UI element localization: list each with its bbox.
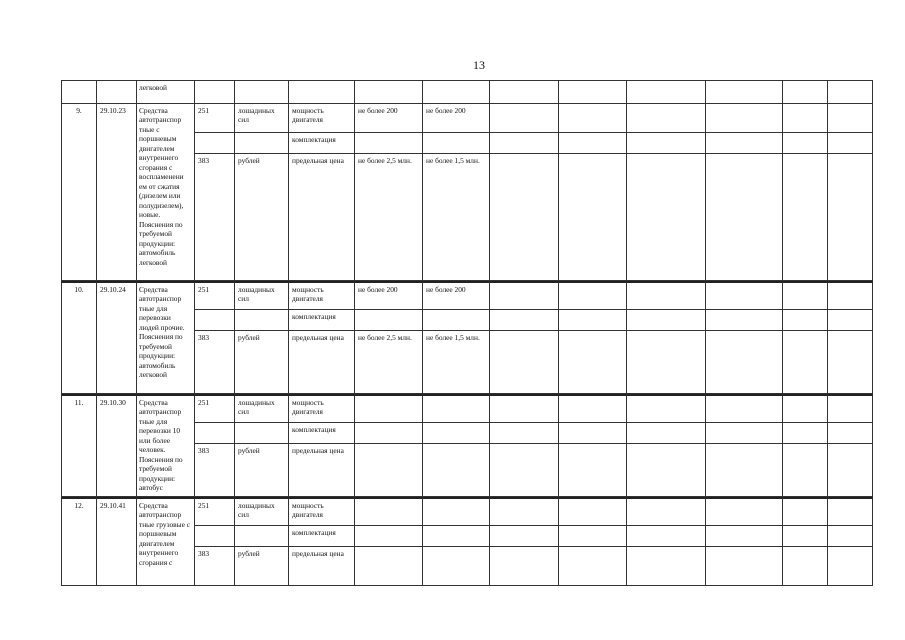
cell-empty — [490, 104, 559, 133]
cell-unit-name: рублей — [235, 154, 289, 281]
cell-num: 11. — [62, 394, 97, 497]
cell-empty — [490, 331, 559, 394]
cell-empty — [783, 331, 828, 394]
cell-unit-name — [235, 133, 289, 154]
product-row — [61, 394, 866, 497]
cell-characteristic: предельная цена — [289, 331, 355, 394]
cell-unit-code: 251 — [195, 104, 235, 133]
cell-empty — [783, 104, 828, 133]
cell-unit-code: 251 — [195, 497, 235, 526]
cell-characteristic: комплектация — [289, 526, 355, 547]
cell-empty — [627, 281, 706, 310]
cell-value-2 — [423, 526, 490, 547]
cell-empty — [490, 154, 559, 281]
cell-unit-name: лошадиных сил — [235, 394, 289, 423]
cell-empty — [828, 310, 873, 331]
product-row — [61, 104, 866, 281]
cell-empty — [783, 133, 828, 154]
cell-empty — [828, 281, 873, 310]
cell-unit-code — [195, 423, 235, 444]
cell-name: Средства автотранспор тные с поршневым двигателем внутреннего сгорания с воспламенени ем от сжатия (дизелем или полудизелем), новые. Пояснения по требуемой продукции: автомобиль легковой — [137, 104, 195, 281]
cell-empty — [783, 310, 828, 331]
cell-value-2: не более 200 — [423, 281, 490, 310]
cell-unit-code: 251 — [195, 394, 235, 423]
table-body — [61, 104, 866, 586]
product-row — [61, 497, 866, 586]
cell-empty — [783, 547, 828, 586]
cell-empty — [627, 394, 706, 423]
cell-unit-code — [195, 526, 235, 547]
cell-num: 10. — [62, 281, 97, 394]
cell-empty — [783, 80, 828, 104]
cell-name: легковой — [137, 80, 195, 104]
cell-empty — [706, 331, 783, 394]
cell-name: Средства автотранспор тные грузовые с поршневым двигателем внутреннего сгорания с — [137, 497, 195, 586]
cell-value-1: не более 2,5 млн. — [355, 331, 423, 394]
cell-value-1 — [355, 547, 423, 586]
cell-empty — [559, 547, 627, 586]
cell-unit-name: лошадиных сил — [235, 497, 289, 526]
cell-unit-name — [235, 526, 289, 547]
cell-empty — [828, 526, 873, 547]
cell-empty — [706, 154, 783, 281]
cell-unit-code: 383 — [195, 154, 235, 281]
cell-empty — [706, 526, 783, 547]
cell-empty — [490, 526, 559, 547]
cell-value-2: не более 1,5 млн. — [423, 331, 490, 394]
cell-name: Средства автотранспор тные для перевозки 10 или более человек. Пояснения по требуемой продукции: автобус — [137, 394, 195, 497]
cell-value-1 — [355, 133, 423, 154]
cell-empty — [783, 526, 828, 547]
cell-code: 29.10.41 — [97, 497, 137, 586]
cell-value-2 — [423, 133, 490, 154]
cell-empty — [559, 497, 627, 526]
cell-value-1 — [355, 423, 423, 444]
cell-empty — [627, 154, 706, 281]
cell-empty — [627, 331, 706, 394]
cell-characteristic: мощность двигателя — [289, 281, 355, 310]
cell-empty — [828, 497, 873, 526]
cell-empty — [783, 497, 828, 526]
cell-value-2 — [423, 310, 490, 331]
cell-empty — [627, 497, 706, 526]
cell-value-2 — [423, 497, 490, 526]
cell-unit-code: 383 — [195, 331, 235, 394]
cell-value-2 — [423, 547, 490, 586]
cell-value-2: не более 200 — [423, 104, 490, 133]
cell-empty — [559, 394, 627, 423]
cell-value-1: не более 2,5 млн. — [355, 154, 423, 281]
cell-value-1 — [355, 497, 423, 526]
cell-unit-name: лошадиных сил — [235, 281, 289, 310]
cell-empty — [828, 547, 873, 586]
cell-value-2 — [423, 394, 490, 423]
cell-empty — [235, 80, 289, 104]
cell-empty — [490, 394, 559, 423]
cell-value-1 — [355, 394, 423, 423]
cell-empty — [559, 444, 627, 497]
cell-empty — [706, 394, 783, 423]
cell-unit-code — [195, 133, 235, 154]
cell-code — [97, 80, 137, 104]
cell-empty — [828, 104, 873, 133]
cell-characteristic: предельная цена — [289, 547, 355, 586]
cell-empty — [490, 310, 559, 331]
cell-empty — [627, 547, 706, 586]
cell-value-1: не более 200 — [355, 104, 423, 133]
cell-empty — [490, 423, 559, 444]
cell-unit-name — [235, 310, 289, 331]
cell-characteristic: мощность двигателя — [289, 104, 355, 133]
cell-empty — [559, 310, 627, 331]
cell-characteristic: комплектация — [289, 133, 355, 154]
cell-empty — [423, 80, 490, 104]
cell-characteristic: предельная цена — [289, 154, 355, 281]
cell-empty — [490, 547, 559, 586]
cell-empty — [783, 281, 828, 310]
cell-unit-name: рублей — [235, 331, 289, 394]
cell-characteristic: предельная цена — [289, 444, 355, 497]
cell-unit-code: 383 — [195, 444, 235, 497]
cell-empty — [783, 154, 828, 281]
cell-value-2 — [423, 444, 490, 497]
cell-empty — [828, 80, 873, 104]
cell-empty — [706, 497, 783, 526]
cell-unit-code: 251 — [195, 281, 235, 310]
cell-empty — [828, 331, 873, 394]
cell-empty — [627, 526, 706, 547]
cell-empty — [559, 331, 627, 394]
cell-unit-name: рублей — [235, 444, 289, 497]
cell-value-2 — [423, 423, 490, 444]
cell-empty — [559, 423, 627, 444]
cell-empty — [828, 394, 873, 423]
cell-empty — [828, 423, 873, 444]
cell-name: Средства автотранспор тные для перевозки людей прочие. Пояснения по требуемой продукции: автомобиль легковой — [137, 281, 195, 394]
cell-empty — [627, 423, 706, 444]
cell-empty — [828, 154, 873, 281]
page-number: 13 — [473, 58, 485, 72]
cell-empty — [828, 444, 873, 497]
cell-empty — [627, 310, 706, 331]
cell-code: 29.10.24 — [97, 281, 137, 394]
cell-empty — [783, 444, 828, 497]
cell-empty — [706, 80, 783, 104]
continuation-row — [61, 80, 866, 104]
cell-empty — [559, 133, 627, 154]
cell-empty — [627, 133, 706, 154]
specification-table — [61, 80, 866, 586]
cell-empty — [706, 104, 783, 133]
cell-characteristic: мощность двигателя — [289, 394, 355, 423]
cell-empty — [490, 133, 559, 154]
cell-characteristic: комплектация — [289, 310, 355, 331]
cell-empty — [706, 547, 783, 586]
cell-code: 29.10.23 — [97, 104, 137, 281]
cell-num: 9. — [62, 104, 97, 281]
cell-value-1 — [355, 310, 423, 331]
cell-unit-code: 383 — [195, 547, 235, 586]
cell-value-2: не более 1,5 млн. — [423, 154, 490, 281]
cell-empty — [627, 104, 706, 133]
cell-empty — [706, 310, 783, 331]
cell-empty — [783, 394, 828, 423]
cell-value-1: не более 200 — [355, 281, 423, 310]
cell-empty — [195, 80, 235, 104]
cell-num — [62, 80, 97, 104]
cell-empty — [490, 444, 559, 497]
cell-value-1 — [355, 444, 423, 497]
cell-unit-name: рублей — [235, 547, 289, 586]
cell-empty — [706, 133, 783, 154]
cell-empty — [559, 104, 627, 133]
cell-empty — [490, 497, 559, 526]
cell-empty — [828, 133, 873, 154]
cell-empty — [783, 423, 828, 444]
cell-characteristic: комплектация — [289, 423, 355, 444]
cell-value-1 — [355, 526, 423, 547]
cell-code: 29.10.30 — [97, 394, 137, 497]
cell-empty — [559, 281, 627, 310]
cell-unit-name — [235, 423, 289, 444]
cell-empty — [490, 281, 559, 310]
cell-empty — [706, 444, 783, 497]
product-row — [61, 281, 866, 394]
cell-num: 12. — [62, 497, 97, 586]
cell-empty — [289, 80, 355, 104]
cell-unit-name: лошадиных сил — [235, 104, 289, 133]
cell-empty — [706, 423, 783, 444]
cell-empty — [559, 80, 627, 104]
cell-characteristic: мощность двигателя — [289, 497, 355, 526]
cell-empty — [355, 80, 423, 104]
cell-empty — [627, 444, 706, 497]
cell-empty — [559, 526, 627, 547]
cell-empty — [490, 80, 559, 104]
cell-empty — [706, 281, 783, 310]
cell-unit-code — [195, 310, 235, 331]
cell-empty — [559, 154, 627, 281]
cell-empty — [627, 80, 706, 104]
